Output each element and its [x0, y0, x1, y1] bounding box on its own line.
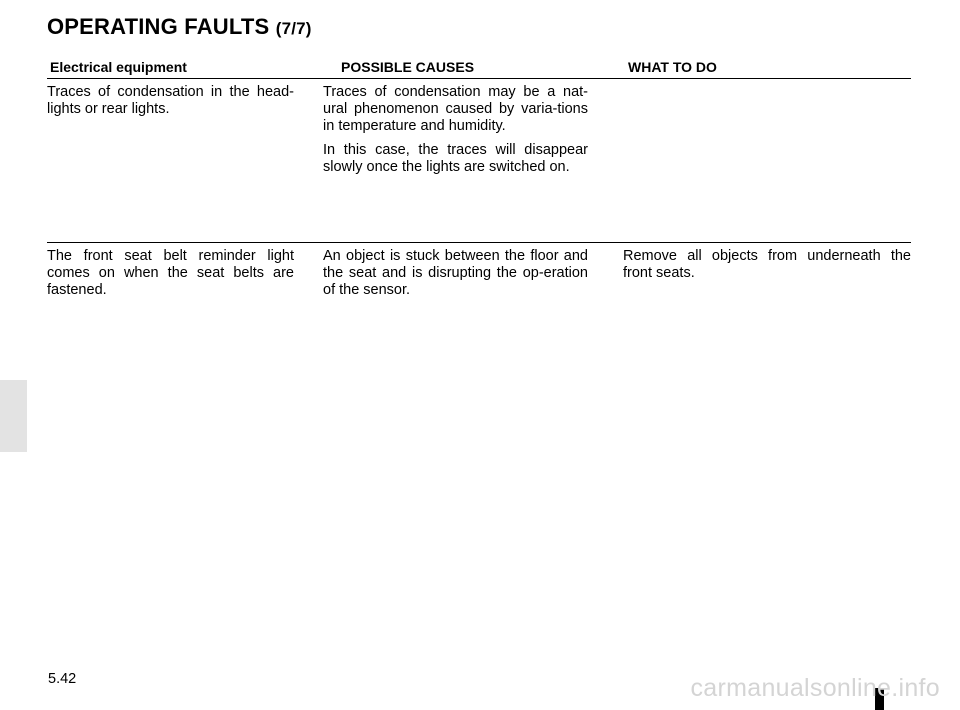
action-cell	[623, 248, 911, 306]
equipment-text: The front seat belt reminder light comes on when the seat belts are fastened.	[47, 248, 294, 298]
action-cell	[623, 84, 911, 242]
header-what-to-do: WHAT TO DO	[628, 59, 717, 75]
action-text: Remove all objects from underneath the front seats.	[623, 248, 911, 281]
header-electrical-equipment: Electrical equipment	[50, 59, 187, 75]
table-row	[47, 79, 911, 243]
faults-table	[47, 58, 911, 306]
chapter-side-tab	[0, 380, 27, 452]
table-row	[47, 243, 911, 306]
page-title-text: OPERATING FAULTS	[47, 14, 270, 39]
causes-cell	[323, 84, 588, 242]
page-title	[47, 14, 312, 40]
watermark: carmanualsonline.info	[690, 674, 940, 702]
cause-text: An object is stuck between the floor and the seat and is disrupting the op-eration of the sensor.	[323, 248, 588, 298]
cause-text: In this case, the traces will disappear slowly once the lights are switched on.	[323, 142, 588, 175]
table-header-row	[47, 58, 911, 79]
causes-cell	[323, 248, 588, 306]
page-title-part: (7/7)	[275, 19, 312, 38]
page-number: 5.42	[48, 671, 77, 687]
header-possible-causes: POSSIBLE CAUSES	[341, 59, 475, 75]
equipment-cell	[47, 84, 294, 242]
equipment-text: Traces of condensation in the head-lights or rear lights.	[47, 84, 294, 117]
equipment-cell	[47, 248, 294, 306]
cause-text: Traces of condensation may be a nat-ural phenomenon caused by varia-tions in temperature and humidity.	[323, 84, 588, 134]
